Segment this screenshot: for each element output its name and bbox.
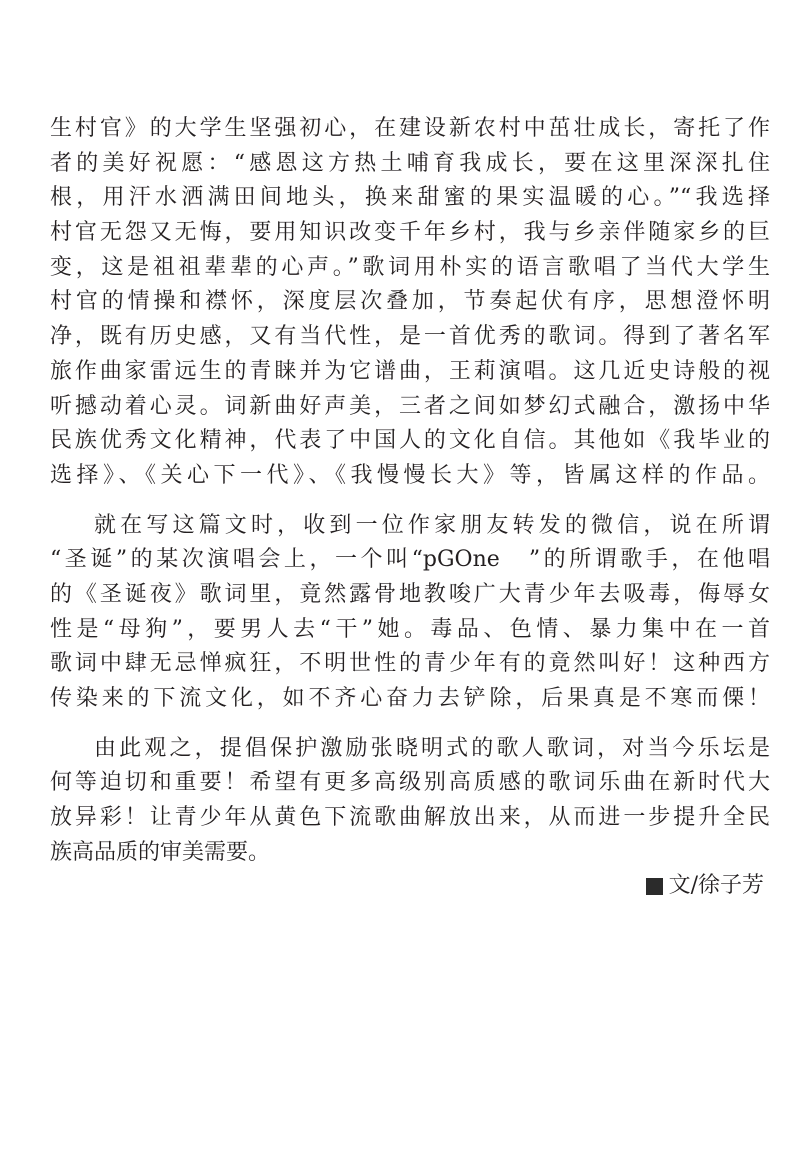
text-line: 净，既有历史感，又有当代性，是一首优秀的歌词。得到了著名军 — [50, 324, 770, 350]
text-line: 根，用汗水洒满田间地头，换来甜蜜的果实温暖的心。”“我选择 — [50, 185, 770, 211]
black-square-icon — [646, 878, 663, 895]
text-line: 何等迫切和重要！希望有更多高级别高质感的歌词乐曲在新时代大 — [50, 770, 770, 796]
text-line: 性是“母狗”，要男人去“干”她。毒品、色情、暴力集中在一首 — [50, 616, 770, 642]
text-line: 旅作曲家雷远生的青睐并为它谱曲，王莉演唱。这几近史诗般的视 — [50, 358, 770, 384]
paragraph-3 — [50, 732, 770, 871]
text-line: 生村官》的大学生坚强初心，在建设新农村中茁壮成长，寄托了作 — [50, 116, 770, 141]
article-body — [50, 112, 770, 870]
text-line: 的《圣诞夜》歌词里，竟然露骨地教唆广大青少年去吸毒，侮辱女 — [50, 581, 770, 607]
text-line: 就在写这篇文时，收到一位作家朋友转发的微信，说在所谓 — [94, 512, 770, 538]
text-line: 歌词中肆无忌惮疯狂，不明世性的青少年有的竟然叫好！这种西方 — [50, 651, 770, 677]
text-line: 听撼动着心灵。词新曲好声美，三者之间如梦幻式融合，激扬中华 — [50, 393, 770, 419]
text-line: 由此观之，提倡保护激励张晓明式的歌人歌词，对当今乐坛是 — [94, 735, 770, 761]
author-byline — [646, 872, 764, 900]
text-line: 村官的情操和襟怀，深度层次叠加，节奏起伏有序，思想澄怀明 — [50, 289, 770, 315]
paragraph-gap — [50, 717, 770, 732]
paragraph-2 — [50, 509, 770, 717]
text-line: 变，这是祖祖辈辈的心声。”歌词用朴实的语言歌唱了当代大学生 — [50, 254, 770, 280]
author-name: 文/徐子芳 — [668, 873, 764, 898]
paragraph-1 — [50, 112, 770, 494]
text-line: 村官无怨又无悔，要用知识改变千年乡村，我与乡亲伴随家乡的巨 — [50, 220, 770, 246]
text-line: 者的美好祝愿：“感恩这方热土哺育我成长，要在这里深深扎住 — [50, 150, 770, 176]
text-line: 放异彩！让青少年从黄色下流歌曲解放出来，从而进一步提升全民 — [50, 805, 770, 831]
text-line: “圣诞”的某次演唱会上，一个叫“pGOne ”的所谓歌手，在他唱 — [50, 547, 770, 573]
text-line: 选择》、《关心下一代》、《我慢慢长大》等，皆属这样的作品。 — [50, 462, 770, 488]
text-line: 族高品质的审美需要。 — [50, 839, 271, 865]
text-line: 民族优秀文化精神，代表了中国人的文化自信。其他如《我毕业的 — [50, 428, 770, 454]
paragraph-gap — [50, 494, 770, 509]
text-line: 传染来的下流文化，如不齐心奋力去铲除，后果真是不寒而傈！ — [50, 686, 770, 711]
